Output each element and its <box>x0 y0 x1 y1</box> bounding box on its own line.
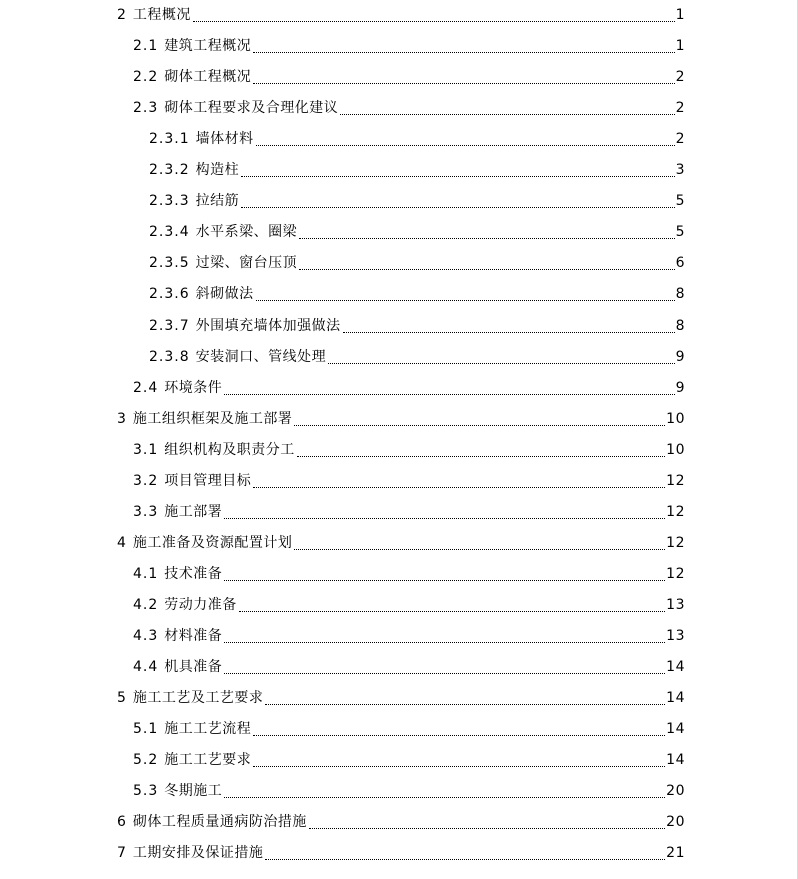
toc-entry[interactable] <box>117 404 685 435</box>
toc-entry[interactable] <box>133 621 685 652</box>
toc-entry-number: 4.2 <box>133 596 159 613</box>
toc-entry-page-number: 9 <box>675 348 685 365</box>
toc-entry-page-number: 13 <box>666 628 685 644</box>
toc-entry-number: 3.1 <box>133 441 159 458</box>
toc-entry-number: 2.3.7 <box>149 317 190 334</box>
toc-entry-number: 2.3.3 <box>149 193 190 210</box>
toc-entry-page-number: 12 <box>666 534 685 551</box>
toc-dot-leader <box>224 672 665 674</box>
toc-entry-number: 2 <box>117 7 127 23</box>
toc-entry[interactable] <box>149 342 685 373</box>
toc-entry-title: 冬期施工 <box>164 783 223 800</box>
toc-entry-page-number: 12 <box>666 565 685 582</box>
toc-entry[interactable] <box>133 373 685 404</box>
toc-entry[interactable] <box>149 155 685 186</box>
toc-entry[interactable] <box>117 683 685 714</box>
toc-entry-title: 拉结筋 <box>195 193 240 210</box>
toc-dot-leader <box>241 175 674 177</box>
toc-entry-title: 施工部署 <box>164 503 223 520</box>
toc-entry-number: 2.3.2 <box>149 162 190 179</box>
toc-entry-page-number: 3 <box>675 162 685 179</box>
toc-entry-page-number: 14 <box>666 659 685 676</box>
toc-dot-leader <box>297 455 665 457</box>
toc-entry-page-number: 14 <box>666 752 685 769</box>
toc-entry-number: 6 <box>117 814 127 831</box>
toc-entry-title: 外围填充墙体加强做法 <box>195 317 341 334</box>
toc-entry-title: 组织机构及职责分工 <box>164 441 295 458</box>
toc-entry-number: 2.3.4 <box>149 224 190 241</box>
toc-entry[interactable] <box>133 93 685 124</box>
toc-entry-number: 2.4 <box>133 379 159 396</box>
toc-entry-title: 项目管理目标 <box>164 472 252 489</box>
toc-entry-title: 技术准备 <box>164 565 223 582</box>
toc-dot-leader <box>265 703 665 705</box>
toc-entry-title: 工期安排及保证措施 <box>132 845 264 862</box>
toc-entry[interactable] <box>133 497 685 528</box>
toc-entry-number: 4.4 <box>133 659 159 676</box>
toc-entry-page-number: 10 <box>666 410 685 427</box>
toc-entry[interactable] <box>117 807 685 838</box>
toc-entry-title: 施工工艺及工艺要求 <box>132 690 264 707</box>
toc-entry-page-number: 13 <box>666 596 685 613</box>
toc-entry-title: 施工工艺流程 <box>164 721 252 738</box>
toc-entry-number: 2.1 <box>133 38 159 55</box>
toc-entry-title: 砌体工程要求及合理化建议 <box>164 100 339 117</box>
toc-entry-number: 2.3.6 <box>149 286 190 303</box>
toc-dot-leader <box>224 579 665 581</box>
toc-dot-leader <box>253 82 674 84</box>
toc-entry-page-number: 14 <box>666 690 685 707</box>
toc-entry[interactable] <box>133 776 685 807</box>
toc-entry[interactable] <box>133 714 685 745</box>
toc-entry-number: 3.2 <box>133 472 159 489</box>
toc-entry-page-number: 8 <box>675 317 685 334</box>
toc-dot-leader <box>224 796 665 798</box>
toc-entry-number: 2.3.5 <box>149 255 190 272</box>
toc-entry[interactable] <box>133 466 685 497</box>
toc-dot-leader <box>253 734 665 736</box>
toc-entry-page-number: 2 <box>675 100 685 117</box>
toc-dot-leader <box>253 486 665 488</box>
toc-dot-leader <box>299 268 674 270</box>
toc-dot-leader <box>253 765 665 767</box>
toc-entry[interactable] <box>133 31 685 62</box>
toc-entry-title: 安装洞口、管线处理 <box>195 348 327 365</box>
toc-dot-leader <box>241 206 674 208</box>
toc-entry-page-number: 21 <box>666 845 685 862</box>
toc-dot-leader <box>294 548 665 550</box>
toc-dot-leader <box>239 610 665 612</box>
toc-entry-title: 机具准备 <box>164 659 223 676</box>
toc-entry[interactable] <box>149 124 685 155</box>
toc-entry-page-number: 6 <box>675 255 685 272</box>
toc-entry-page-number: 5 <box>675 193 685 210</box>
toc-entry-page-number: 2 <box>675 69 685 86</box>
toc-entry-title: 材料准备 <box>164 628 223 644</box>
toc-entry-title: 环境条件 <box>164 379 223 396</box>
toc-entry-title: 斜砌做法 <box>195 286 254 303</box>
toc-entry-page-number: 10 <box>666 441 685 458</box>
toc-entry-title: 墙体材料 <box>195 131 254 148</box>
toc-dot-leader <box>328 362 674 364</box>
toc-entry-page-number: 20 <box>666 783 685 800</box>
toc-entry-page-number: 1 <box>675 38 685 55</box>
toc-entry-number: 3 <box>117 410 127 427</box>
toc-entry-title: 施工工艺要求 <box>164 752 252 769</box>
toc-dot-leader <box>193 20 675 22</box>
toc-entry[interactable] <box>133 745 685 776</box>
toc-entry[interactable] <box>133 590 685 621</box>
toc-entry[interactable] <box>117 528 685 559</box>
toc-entry-page-number: 12 <box>666 503 685 520</box>
toc-entry-page-number: 14 <box>666 721 685 738</box>
toc-entry-page-number: 9 <box>675 379 685 396</box>
toc-dot-leader <box>343 331 675 333</box>
toc-entry-number: 7 <box>117 845 127 862</box>
toc-entry-title: 劳动力准备 <box>164 596 237 613</box>
toc-dot-leader <box>294 424 665 426</box>
toc-entry[interactable] <box>133 652 685 683</box>
toc-entry-title: 施工准备及资源配置计划 <box>132 534 293 551</box>
toc-dot-leader <box>253 51 674 53</box>
toc-entry[interactable] <box>133 559 685 590</box>
toc-entry-title: 构造柱 <box>195 162 240 179</box>
toc-entry-number: 2.3 <box>133 100 159 117</box>
toc-entry[interactable] <box>149 311 685 342</box>
toc-entry-number: 5.1 <box>133 721 159 738</box>
toc-entry-number: 2.2 <box>133 69 159 86</box>
toc-entry[interactable] <box>133 62 685 93</box>
toc-dot-leader <box>224 517 665 519</box>
toc-dot-leader <box>256 144 675 146</box>
toc-entry-number: 2.3.8 <box>149 348 190 365</box>
toc-entry-title: 水平系梁、圈梁 <box>195 224 298 241</box>
toc-entry-number: 2.3.1 <box>149 131 190 148</box>
toc-entry-page-number: 2 <box>675 131 685 148</box>
toc-entry[interactable] <box>149 248 685 279</box>
toc-dot-leader <box>224 641 665 643</box>
toc-dot-leader <box>256 299 675 301</box>
toc-entry-number: 3.3 <box>133 503 159 520</box>
toc-entry[interactable] <box>117 838 685 869</box>
toc-entry-number: 4.3 <box>133 628 159 644</box>
toc-entry-title: 建筑工程概况 <box>164 38 252 55</box>
toc-entry[interactable] <box>149 217 685 248</box>
toc-entry-number: 4 <box>117 534 127 551</box>
toc-entry-title: 砌体工程概况 <box>164 69 252 86</box>
toc-entry-title: 过梁、窗台压顶 <box>195 255 298 272</box>
toc-entry[interactable] <box>149 279 685 310</box>
toc-entry-page-number: 5 <box>675 224 685 241</box>
toc-entry-number: 5.2 <box>133 752 159 769</box>
toc-dot-leader <box>299 237 674 239</box>
toc-dot-leader <box>265 858 665 860</box>
toc-entry[interactable] <box>117 0 685 31</box>
toc-entry-page-number: 20 <box>666 814 685 831</box>
toc-entry-page-number: 1 <box>675 7 685 23</box>
toc-dot-leader <box>224 393 674 395</box>
toc-entry-page-number: 8 <box>675 286 685 303</box>
toc-entry-title: 砌体工程质量通病防治措施 <box>132 814 307 831</box>
toc-entry-title: 工程概况 <box>132 7 191 23</box>
toc-entry[interactable] <box>149 186 685 217</box>
toc-dot-leader <box>340 113 674 115</box>
toc-entry-number: 5 <box>117 690 127 707</box>
toc-entry-number: 4.1 <box>133 565 159 582</box>
toc-entry-title: 施工组织框架及施工部署 <box>132 410 293 427</box>
toc-dot-leader <box>309 827 665 829</box>
toc-entry-page-number: 12 <box>666 472 685 489</box>
toc-entry[interactable] <box>133 435 685 466</box>
toc-entry-number: 5.3 <box>133 783 159 800</box>
